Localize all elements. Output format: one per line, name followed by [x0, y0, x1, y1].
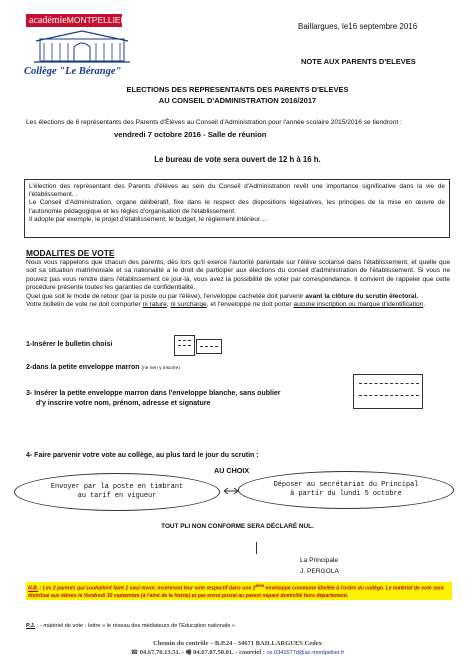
modalites-p3-text-a: Votre bulletin de vote ne doit comporter — [26, 301, 143, 309]
nb-superscript: ème — [255, 583, 265, 588]
signature-name: J. PERGOLA — [300, 568, 339, 575]
modalites-title: MODALITES DE VOTE — [26, 248, 115, 258]
modalites-p3-period: . — [423, 301, 426, 309]
option-post-line1: Envoyer par la poste en timbrant — [50, 483, 184, 491]
phone-icon: ☎ — [130, 649, 139, 656]
modalites-p3-surcharge: ni surcharge — [170, 301, 207, 309]
au-choix-label: AU CHOIX — [214, 466, 250, 475]
text-cursor — [256, 542, 257, 554]
footer-courriel-label: courriel — [239, 649, 262, 656]
nb-note — [26, 582, 452, 600]
modalites-p3-marque: aucune inscription ou marque d'identification — [293, 301, 424, 309]
ballot-paper-icon — [174, 335, 195, 356]
footer-fax: 04.67.87.50.01. — [193, 649, 234, 656]
academie-logo-banner — [26, 14, 127, 27]
academie-text: académie — [29, 15, 67, 26]
option-post-line2: au tarif en vigueur — [77, 492, 157, 500]
footer-contact: ☎ 04.67.70.13.51. - 🖷 04.67.87.50.01. - courriel : ce.0341577d@ac-montpellier.fr — [130, 649, 345, 656]
college-name: Collège "Le Bérange" — [24, 66, 122, 77]
option-deposit-line2: à partir du lundi 5 octobre — [290, 490, 402, 498]
step-1: 1-Insérer le bulletin choisi — [26, 341, 113, 348]
modalites-p3-comma: , — [166, 301, 171, 309]
nb-label: N.B. — [28, 585, 39, 592]
modalites-paragraph-2 — [26, 293, 450, 301]
option-deposit-ellipse — [238, 471, 454, 509]
step-2-text: 2-dans la petite enveloppe marron — [26, 364, 140, 371]
nb-text-2: enveloppe commune libellée à l'ordre du collège. Le matériel de vote sera distribué aux élèves le Vendredi 30 septembre (à l'aîné de la fratrie) et par envoi postal au parent séparé domicilié hors département. — [28, 585, 444, 599]
montpellier-text: MONTPELLIER — [66, 15, 127, 25]
modalites-text — [26, 259, 450, 309]
step-3-line2: d'y inscrire votre nom, prénom, adresse et signature — [36, 400, 211, 407]
white-envelope-icon — [353, 374, 423, 409]
modalites-paragraph-3 — [26, 301, 450, 309]
step-2 — [26, 364, 180, 371]
step-4: 4- Faire parvenir votre vote au collège, au plus tard le jour du scrutin : — [26, 452, 259, 459]
step-3-line1: 3- Insérer la petite enveloppe marron dans l'enveloppe blanche, sans oublier — [26, 390, 281, 397]
college-building-illustration — [30, 29, 134, 65]
document-title-line2: AU CONSEIL D'ADMINISTRATION 2016/2017 — [158, 96, 317, 105]
pj-text: : - matériel de vote - lettre » le réseau des médiateurs de l'Education nationale » — [35, 623, 235, 629]
fax-icon: 🖷 — [185, 649, 192, 656]
option-post-ellipse — [14, 473, 220, 511]
small-envelope-icon — [196, 339, 222, 354]
modalites-p3-text-e: , et l'enveloppe ne doit porter — [206, 301, 294, 309]
info-paragraph-2: Le Conseil d'Administration, organe délibératif, fixe dans le respect des dispositions législatives, les principes de la mise en œuvre de l'autonomie pédagogique et les règles d'organisation de l'établissement. — [29, 199, 445, 215]
signature-title: La Principale — [300, 557, 339, 564]
footer-tel: 04.67.70.13.51. — [139, 649, 181, 656]
pj-label: P.J. — [26, 623, 36, 629]
info-box — [24, 179, 450, 238]
election-date: vendredi 7 octobre 2016 - Salle de réunion — [114, 130, 267, 139]
footer-address: Chemin du contrôle – B.P.24 - 34671 BAILLARGUES Cedex — [153, 640, 322, 647]
place-date: Baillargues, le16 septembre 2016 — [298, 22, 418, 31]
non-conforme-warning: TOUT PLI NON CONFORME SERA DÉCLARÉ NUL. — [161, 523, 314, 530]
option-deposit-line1: Déposer au secrétariat du Principal — [273, 481, 419, 489]
document-title-line1: ELECTIONS DES REPRESENTANTS DES PARENTS D'ELEVES — [126, 85, 349, 94]
footer-email-link[interactable]: ce.0341577d@ac-montpellier.fr — [266, 650, 345, 656]
info-paragraph-3: Il adopte par exemple, le projet d'établissement, le budget, le règlement intérieur… — [29, 215, 267, 223]
intro-paragraph: Les élections de 6 représentants des Parents d'Élèves au Conseil d'Administration pour l'année scolaire 2015/2016 se tiendront : — [26, 119, 402, 126]
modalites-paragraph-1: Nous vous rappelons que chacun des parents, dès lors qu'il exerce l'autorité parentale sur l'élève scolarisé dans l'établissement, et quelle que soit sa situation matrimoniale et sa nationalité a le droit de participer aux élections du conseil d'administration de l'établissement. Si vous ne pouvez pas vous rendre dans l'établissement ce jour-là, vous avez la possibilité de voter par correspondance. Il convient de rappeler que cette procédure présente toutes les garanties de confidentialité. — [26, 259, 450, 292]
step-2-note: (ne rien y inscrire) — [141, 366, 180, 371]
info-paragraph-1: L'élection des représentant des Parents d'élèves au sein du Conseil d'Administration revêt une importance significative dans la vie de l'établissement. . — [29, 183, 445, 199]
modalites-p3-rature: ni rature — [142, 301, 167, 309]
modalites-p2-text: Quel que soit le mode de retour (par la poste ou par l'élève), l'enveloppe cachetée doit parvenir — [26, 292, 306, 300]
pieces-jointes — [26, 623, 235, 629]
voting-hours: Le bureau de vote sera ouvert de 12 h à 16 h. — [154, 155, 321, 164]
modalites-p2-bold: avant la clôture du scrutin électoral. — [305, 292, 419, 300]
note-title: NOTE AUX PARENTS D'ELEVES — [301, 57, 416, 66]
nb-text-1: : Les 2 parents qui souhaitent faire 1 seul envoi, insèreront leur vote respectif dans une 2 — [38, 585, 256, 592]
